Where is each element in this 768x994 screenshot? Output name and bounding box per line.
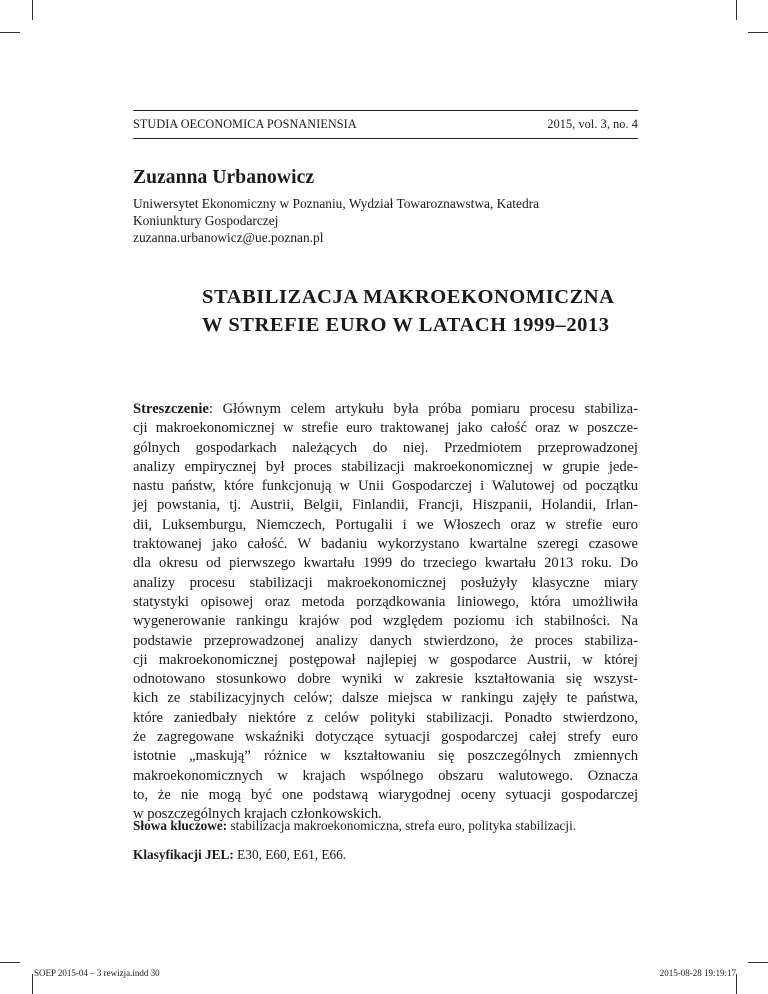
crop-mark	[748, 32, 768, 33]
crop-mark	[736, 0, 737, 20]
abstract-label: Streszczenie	[133, 401, 209, 417]
abstract-line: makroekonomicznych w krajach wspólnego obszaru walutowego. Oznacza	[133, 767, 638, 784]
abstract-line: które zaniedbały niektóre z celów polityki stabilizacji. Ponadto stwierdzono,	[133, 709, 638, 726]
abstract-line: cji makroekonomicznej postępował najlepiej w gospodarce Austrii, w której	[133, 651, 638, 668]
abstract	[133, 400, 638, 825]
abstract-line: że zagregowane wskaźniki dotyczące sytuacji gospodarczej całej strefy euro	[133, 729, 638, 746]
abstract-line: kich ze stabilizacyjnych celów; dalsze miejsca w rankingu zajęły te państwa,	[133, 690, 638, 707]
abstract-line: cji makroekonomicznej w strefie euro traktowanej jako całość oraz w poszcze-	[133, 420, 638, 437]
abstract-line: analizy procesu stabilizacji makroekonomicznej posłużyły klasyczne miary	[133, 574, 638, 591]
abstract-text: : Głównym celem artykułu była próba pomiaru procesu stabiliza-	[208, 401, 638, 417]
abstract-line: odnotowano stosunkowo dobre wyniki w zakresie kształtowania się wszyst-	[133, 671, 638, 688]
abstract-line: analizy empirycznej był proces stabilizacji makroekonomicznej w grupie jede-	[133, 458, 638, 475]
abstract-line: podstawie przeprowadzonej analizy danych stwierdzono, że proces stabiliza-	[133, 632, 638, 649]
jel-text: E30, E60, E61, E66.	[233, 847, 347, 862]
affiliation-line: Uniwersytet Ekonomiczny w Poznaniu, Wydział Towaroznawstwa, Katedra	[133, 196, 540, 211]
abstract-line: traktowanej jako całość. W badaniu wykorzystano kwartalne szeregi czasowe	[133, 536, 638, 553]
abstract-line: w poszczególnych krajach członkowskich.	[133, 806, 382, 823]
running-header	[133, 110, 638, 139]
jel-classification	[133, 847, 638, 863]
abstract-line: jej powstania, tj. Austrii, Belgii, Finlandii, Francji, Hiszpanii, Holandii, Irlan-	[133, 497, 638, 514]
abstract-line	[133, 400, 638, 419]
author-email: zuzanna.urbanowicz@ue.poznan.pl	[133, 230, 324, 245]
abstract-line: wygenerowanie rankingu krajów pod względem poziomu ich stabilności. Na	[133, 613, 638, 630]
crop-mark	[32, 0, 33, 20]
title-line: STABILIZACJA MAKROEKONOMICZNA	[202, 286, 615, 308]
abstract-line: istotnie „maskują” różnice w kształtowaniu się poszczególnych zmiennych	[133, 748, 638, 765]
abstract-line: dla okresu od pierwszego kwartału 1999 do trzeciego kwartału 2013 roku. Do	[133, 555, 638, 572]
abstract-line: gólnych gospodarkach należących do niej. Przedmiotem przeprowadzonej	[133, 439, 638, 456]
keywords-text: stabilizacja makroekonomiczna, strefa euro, polityka stabilizacji.	[227, 818, 577, 833]
crop-mark	[32, 974, 33, 994]
keywords	[133, 818, 653, 834]
print-file-info: SOEP 2015-04 – 3 rewizja.indd 30	[34, 968, 160, 978]
article-title	[202, 283, 642, 339]
affiliation-line: Koniunktury Gospodarczej	[133, 213, 279, 228]
print-timestamp: 2015-08-28 19:19:17	[659, 968, 736, 978]
crop-mark	[748, 962, 768, 963]
jel-label: Klasyfikacji JEL:	[133, 847, 234, 862]
abstract-line: nastu państw, które funkcjonują w Unii Gospodarczej i Walutowej od początku	[133, 478, 638, 495]
author-name: Zuzanna Urbanowicz	[133, 167, 315, 188]
abstract-line: to, że nie mogą być one podstawą wiarygodnej oceny sytuacji gospodarczej	[133, 786, 638, 803]
keywords-label: Słowa kluczowe:	[133, 818, 228, 833]
journal-name: STUDIA OECONOMICA POSNANIENSIA	[133, 117, 357, 131]
abstract-line: statystyki opisowej oraz metoda porządkowania liniowego, która umożliwiła	[133, 593, 638, 610]
author-affiliation	[133, 195, 638, 246]
issue-info: 2015, vol. 3, no. 4	[547, 117, 638, 131]
crop-mark	[0, 962, 20, 963]
crop-mark	[0, 32, 20, 33]
abstract-line: dii, Luksemburgu, Niemczech, Portugalii i we Włoszech oraz w strefie euro	[133, 516, 638, 533]
crop-mark	[736, 974, 737, 994]
title-line: W STREFIE EURO W LATACH 1999–2013	[202, 314, 610, 336]
